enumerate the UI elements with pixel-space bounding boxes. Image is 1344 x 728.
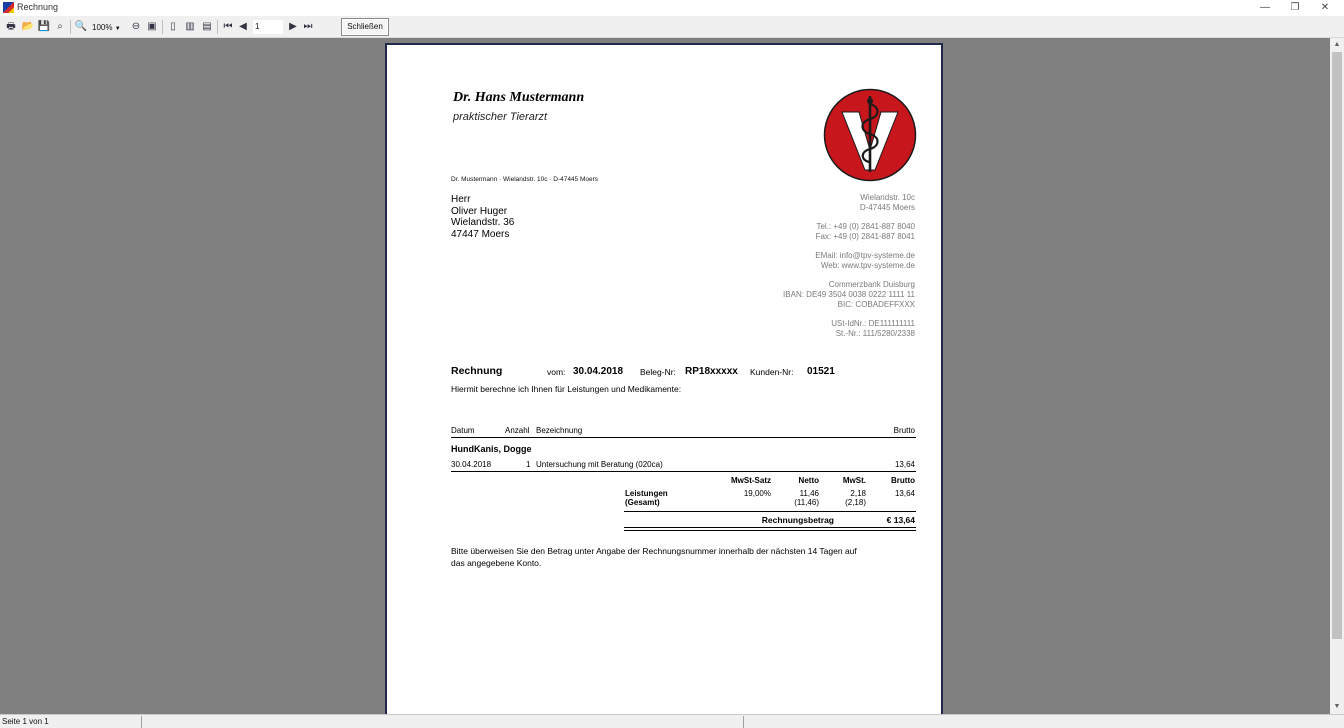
two-pages-icon[interactable]: ▥	[185, 21, 195, 32]
chevron-down-icon: ▼	[114, 26, 121, 32]
document-page	[385, 43, 943, 714]
payment-note-line-2: das angegebene Konto.	[451, 557, 542, 568]
invoice-title: Rechnung	[451, 365, 503, 377]
sum-netto-total: (11,46)	[794, 498, 819, 507]
sum-header-netto: Netto	[798, 476, 819, 485]
invoice-date-label: vom:	[547, 367, 566, 377]
single-page-icon[interactable]: ▯	[170, 21, 176, 32]
scrollbar-thumb[interactable]	[1332, 52, 1342, 639]
status-divider	[743, 716, 744, 728]
close-button[interactable]: Schließen	[341, 18, 389, 36]
sum-label-gesamt: (Gesamt)	[625, 498, 660, 507]
contact-ustid: USt-IdNr.: DE111111111	[831, 319, 915, 329]
multi-page-icon[interactable]: ▤	[202, 21, 212, 32]
col-header-datum: Datum	[451, 426, 475, 435]
doctor-name: Dr. Hans Mustermann	[453, 90, 585, 105]
contact-bic: BIC: COBADEFFXXX	[837, 299, 915, 309]
col-header-anzahl: Anzahl	[505, 426, 530, 435]
toolbar	[0, 16, 1344, 38]
recipient-address	[451, 194, 514, 240]
beleg-label: Beleg-Nr:	[640, 367, 676, 377]
sum-mwst-total: (2,18)	[845, 498, 866, 507]
recipient-street: Wielandstr. 36	[451, 217, 515, 228]
zoom-icon[interactable]: 🔍	[74, 21, 88, 32]
sender-line: Dr. Mustermann · Wielandstr. 10c · D-47445 Moers	[451, 176, 599, 183]
sum-header-mwst: MwSt.	[842, 476, 866, 485]
row-datum: 30.04.2018	[451, 460, 492, 469]
next-page-icon[interactable]: ▶	[289, 21, 297, 32]
sum-mwst: 2,18	[850, 489, 866, 498]
total-rule-1	[624, 527, 916, 528]
page-number-input[interactable]: 1	[253, 20, 283, 34]
kunden-label: Kunden-Nr:	[750, 367, 794, 377]
contact-iban: IBAN: DE49 3504 0038 0222 1111 11	[783, 289, 915, 299]
first-page-icon[interactable]: ⏮	[223, 21, 233, 32]
payment-note-line-1: Bitte überweisen Sie den Betrag unter Angabe der Rechnungsnummer innerhalb der nächsten 14 Tagen auf	[451, 546, 857, 556]
minimize-icon[interactable]: —	[1260, 2, 1270, 13]
print-icon[interactable]: 🖶	[6, 21, 16, 32]
page-info: Seite 1 von 1	[2, 717, 49, 726]
open-icon[interactable]: 📂	[21, 21, 35, 32]
sum-brutto: 13,64	[894, 489, 915, 498]
prev-page-icon[interactable]: ◀	[239, 21, 247, 32]
doctor-title: praktischer Tierarzt	[453, 111, 548, 123]
row-anzahl: 1	[526, 460, 531, 469]
recipient-name: Oliver Huger	[451, 205, 508, 217]
contact-bank: Commerzbank Duisburg	[828, 280, 915, 290]
total-value: € 13,64	[886, 515, 915, 525]
sum-mwst-satz: 19,00%	[743, 489, 771, 498]
beleg-number: RP18xxxxx	[685, 366, 738, 377]
sum-header-brutto: Brutto	[891, 476, 915, 485]
vertical-scrollbar[interactable]	[1330, 38, 1344, 714]
scroll-up-icon[interactable]: ▲	[1333, 41, 1341, 48]
summary-rule	[624, 511, 916, 512]
sum-netto: 11,46	[799, 489, 819, 498]
invoice-intro: Hiermit berechne ich Ihnen für Leistungen und Medikamente:	[451, 384, 682, 394]
recipient-city: 47447 Moers	[451, 228, 510, 240]
zoom-value: 100%	[92, 23, 113, 32]
row-brutto: 13,64	[894, 460, 915, 469]
status-divider	[141, 716, 142, 728]
contact-web: Web: www.tpv-systeme.de	[820, 260, 915, 270]
title-bar	[0, 0, 1344, 16]
toolbar-separator	[162, 20, 163, 34]
fit-page-icon[interactable]: ▣	[147, 21, 157, 32]
close-window-icon[interactable]: ✕	[1320, 2, 1330, 13]
invoice-date: 30.04.2018	[573, 366, 624, 377]
row-bezeichnung: Untersuchung mit Beratung (020ca)	[536, 460, 663, 469]
app-icon	[3, 2, 14, 13]
sum-header-mwst-satz: MwSt-Satz	[731, 476, 771, 485]
kunden-number: 01521	[807, 366, 835, 377]
status-bar	[0, 714, 1344, 728]
contact-stnr: St.-Nr.: 111/5280/2338	[835, 328, 915, 338]
scroll-down-icon[interactable]: ▼	[1333, 703, 1341, 710]
toolbar-separator	[217, 20, 218, 34]
total-rule-2	[624, 530, 916, 531]
patient-group: HundKanis, Dogge	[451, 444, 532, 454]
col-header-brutto: Brutto	[893, 426, 915, 435]
table-row-rule	[451, 471, 916, 472]
zoom-select[interactable]	[92, 21, 126, 34]
window-title: Rechnung	[17, 2, 59, 12]
contact-street: Wielandstr. 10c	[860, 193, 915, 202]
toolbar-separator	[70, 20, 71, 34]
contact-fax: Fax: +49 (0) 2841-887 8041	[815, 231, 915, 241]
contact-phone: Tel.: +49 (0) 2841-887 8040	[816, 222, 915, 232]
restore-icon[interactable]: ❐	[1290, 2, 1300, 13]
save-icon[interactable]: 💾	[37, 21, 51, 32]
last-page-icon[interactable]: ⏭	[303, 21, 313, 32]
col-header-bezeichnung: Bezeichnung	[536, 426, 583, 435]
table-header-rule	[451, 437, 916, 438]
recipient-salutation: Herr	[451, 194, 471, 205]
zoom-out-icon[interactable]: ⊖	[131, 21, 141, 32]
sum-label-leistungen: Leistungen	[625, 489, 668, 498]
payment-note	[451, 546, 857, 569]
contact-email: EMail: info@tpv-systeme.de	[815, 251, 915, 261]
contact-city: D-47445 Moers	[859, 202, 915, 212]
total-label: Rechnungsbetrag	[761, 515, 834, 525]
contact-block	[783, 193, 915, 338]
veterinary-logo	[823, 88, 917, 182]
find-icon[interactable]: ⌕	[57, 21, 63, 32]
